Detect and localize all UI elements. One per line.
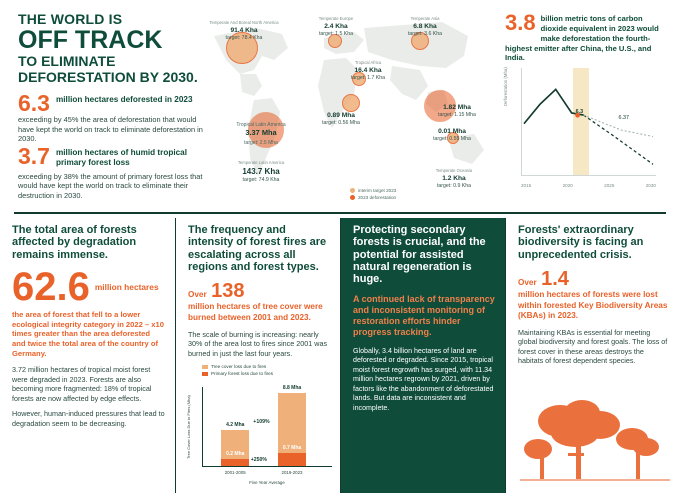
world-map [196, 8, 496, 208]
chart-annotation-6-37: 6.37 [618, 115, 629, 122]
map-label-boreal-asia: 0.89 Mha target: 0.56 Mha [322, 112, 360, 127]
top-section [0, 0, 680, 216]
map-label-tropical-asia-text: 1.82 Mha target: 1.15 Mha [438, 104, 476, 119]
column-over-label: Over [188, 290, 207, 300]
stat-primary-forest-loss [18, 145, 203, 200]
tree-illustration-icon [520, 391, 670, 487]
legend-swatch-interim-target [350, 188, 355, 193]
bar-value: 8.8 Mha [282, 385, 302, 392]
chart-plot-area [521, 68, 656, 176]
legend-swatch-tree-cover [202, 365, 208, 369]
map-label-temperate-latin-america: Temperate Latin America 143.7 Kha target: 74.9 Kha [237, 160, 285, 183]
column-title: The total area of forests affected by degradation remains immense. [12, 224, 137, 261]
column-big-unit: million hectares [94, 281, 159, 292]
chart-annotation-6-3: 6.3 [575, 108, 584, 115]
headline-line-3: TO ELIMINATE DEFORESTATION BY 2030. [18, 53, 198, 85]
column-body-1: 3.72 million hectares of tropical moist forest were degraded in 2023. Forests are also becoming more fragmented: 18% of tropical forests are now affected by edge effects. [12, 365, 152, 403]
headline-line-1: THE WORLD IS [18, 11, 123, 27]
stat-deforested-2023 [18, 92, 203, 144]
x-tick: 2020 [562, 183, 573, 188]
chart-x-axis [521, 183, 656, 188]
column-orange-lead: the area of forest that fell to a lower ecological integrity category in 2022 – x10 times greater than the area deforested and twice the total area of the country of Germany. [12, 309, 164, 359]
change-label-tree-cover: +109% [253, 418, 270, 425]
chart-plot-area [202, 385, 332, 475]
stat-body: exceeding by 45% the area of deforestation that would have kept the world on track to eliminate deforestation in 2030. [18, 115, 203, 144]
column-body-1: Maintaining KBAs is essential for meeting global biodiversity and forest goals. The loss of forest cover in these areas destroys the habitats of forest dependent species. [518, 327, 668, 366]
bottom-columns [0, 218, 680, 493]
x-tick: 2025 [604, 183, 615, 188]
stat-number: 6.3 [18, 90, 50, 116]
column-title: Forests' extraordinary biodiversity is facing an unprecedented crisis. [518, 224, 644, 261]
map-label-europe: Temperate Europe 2.4 Kha target: 1.5 Kha [318, 16, 354, 37]
map-label-tropical-africa: Tropical Africa 16.4 Kha target: 1.7 Kha [350, 60, 386, 81]
x-tick: 2015 [521, 183, 532, 188]
column-big-number: 62.6 [12, 268, 90, 306]
legend-label-interim-target: interim target 2023 [358, 188, 397, 193]
bar-primary-forest-2001-2005 [221, 450, 249, 466]
stat-text: billion metric tons of carbon dioxide equivalent in 2023 would make deforestation the fourth-highest emitter after China, the U.S., and India. [505, 14, 659, 63]
section-divider [14, 212, 666, 214]
column-over-number: 138 [211, 280, 245, 303]
column-over-label: Over [518, 277, 537, 287]
map-label-temperate-oceania: Temperate Oceania 1.2 Kha target: 0.9 Kha [435, 168, 473, 189]
column-degradation [0, 218, 175, 493]
stat-number: 3.7 [18, 143, 50, 169]
stat-co2-emissions [505, 12, 665, 63]
stat-lead: million hectares deforested in 2023 [55, 95, 193, 104]
column-title: Protecting secondary forests is crucial, and the potential for assisted natural regeneration is huge. [353, 224, 486, 286]
headline-line-2: OFF TRACK [18, 25, 163, 54]
bar-primary-forest-2019-2023 [278, 445, 306, 466]
column-over-line: million hectares of forests were lost within forested Key Biodiversity Areas (KBAs) in 2023. [518, 289, 668, 321]
bar-value: 0.7 Mha [282, 445, 302, 452]
stat-body: exceeding by 38% the amount of primary forest loss that would have kept the world on track to eliminate their destruction in 2030. [18, 171, 203, 200]
column-over-number: 1.4 [541, 267, 569, 290]
column-fires [175, 218, 340, 493]
legend-swatch-deforestation [350, 195, 355, 200]
column-secondary-forests [340, 218, 505, 493]
legend-label-deforestation: 2023 deforestation [358, 194, 397, 200]
map-bubble-tropical-africa [342, 94, 360, 112]
map-legend [350, 188, 396, 202]
bar-tick-label: 2001-2005 [224, 470, 246, 475]
map-label-tropical-latin-america: Tropical Latin America 3.37 Mha target: 2.5 Mha [236, 122, 286, 146]
bar-value: 4.2 Mha [226, 421, 245, 428]
deforestation-trajectory-chart [505, 62, 660, 192]
column-title: The frequency and intensity of forest fires are escalating across all regions and forest types. [188, 224, 327, 273]
legend-swatch-primary-forest [202, 372, 208, 376]
column-body-1: The scale of burning is increasing: nearly 30% of the area lost to fires since 2001 was burned in just the last four years. [188, 329, 328, 358]
map-label-temperate-asia: Temperate Asia 6.8 Kha target: 3.6 Kha [407, 16, 443, 37]
chart-y-axis-label: Deforestation (Mha) [503, 67, 508, 106]
column-lead: A continued lack of transparency and inconsistent monitoring of restoration efforts hinder progress tracking. [353, 293, 495, 338]
column-body-1: Globally, 3.4 billion hectares of land are deforested or degraded. Since 2015, tropical moist forest regrowth has surged, with 11.34 million hectares regrown by 2021, driven by factors like the abandonment of deforestated lands. But data are inconsistent and incomplete. [353, 346, 494, 412]
stat-number: 3.8 [505, 10, 536, 35]
chart-legend [202, 363, 273, 377]
map-label-oceania: 0.01 Mha target: 0.55 Mha [433, 128, 471, 143]
map-label-north-america: Temperate And Boreal North America 91.4 Kha target: 78.4 Kha [209, 20, 279, 41]
chart-y-axis-label: Tree Cover Loss Due to Fires (Mha) [186, 395, 191, 459]
legend-label-tree-cover: Tree cover loss due to fires [211, 364, 267, 369]
column-biodiversity [505, 218, 680, 493]
bar-tick-label: 2019-2023 [281, 470, 303, 475]
stat-lead: million hectares of humid tropical primary forest loss [55, 148, 188, 168]
page-title [18, 12, 208, 86]
bar-value: 0.2 Mha [226, 450, 245, 457]
column-body-2: However, human-induced pressures that lead to degradation seem to be decreasing. [12, 409, 165, 428]
legend-label-primary-forest: Primary forest loss due to fires [211, 371, 274, 377]
chart-x-axis-label: Five Year Average [249, 480, 285, 485]
column-over-line: million hectares of tree cover were burned between 2001 and 2023. [188, 302, 323, 322]
chart-lines [522, 68, 656, 175]
x-tick: 2030 [645, 183, 656, 188]
change-label-primary-forest: +250% [250, 456, 268, 463]
tree-cover-loss-chart [186, 363, 332, 485]
